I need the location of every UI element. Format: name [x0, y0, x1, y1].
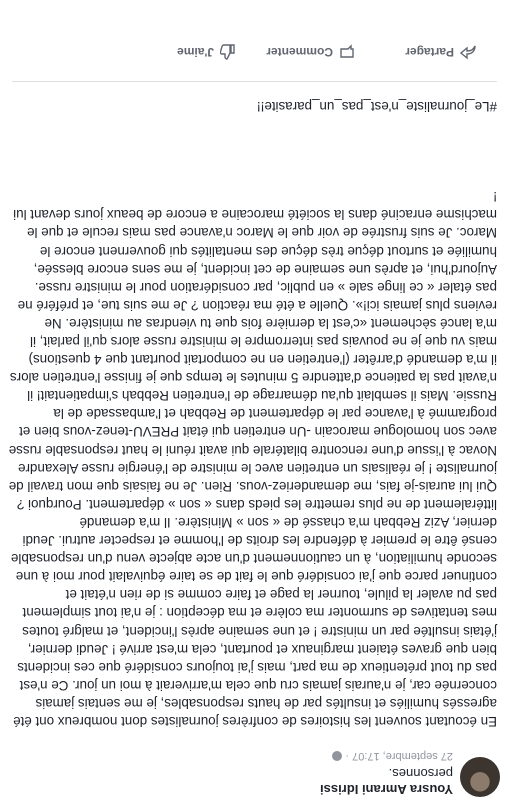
post-meta [332, 750, 453, 762]
like-button[interactable] [177, 44, 236, 60]
comment-label: Commenter [266, 45, 333, 59]
thumbs-up-icon [220, 44, 236, 60]
share-label: Partager [405, 45, 454, 59]
post-body: En écoutant souvent les histoires de confrères journalistes dont nombreux ont été agressés humiliés et insultés par de hauts responsables, je me sentais jamais concernée car, je n'aurais jamais cru que cela m'arriverait à moi un jour. Ce n'est pas du tout prétentieux de ma part, mais j'ai toujours considéré que ces incidents bien que graves étaient marginaux et pourtant, cela m'est arrivé ! Jeudi dernier, j'étais insultée par un ministre ! et une semaine après l'incident, et malgré toutes mes tentatives de surmonter ma colère et ma déception : je n'ai tout simplement pas pu avaler la pilule, tourner la page et faire comme si de rien n'était et continuer parce que j'ai considéré que le fait de se taire équivalait pour moi à une seconde humiliation, à un cautionnement d'un acte abjecte venu d'un responsable censé être le premier à défendre les droits de l'homme et respecter autrui. Jeudi dernier, Aziz Rebbah m'a chassé de « son » Ministère. Il m'a demandé littéralement de ne plus remettre les pieds dans « son » département. Pourquoi ? Qui lui aurais-je fais, me demanderiez-vous. Rien. Je ne faisais que mon travail de journaliste ! je réalisais un entretien avec le ministre de l'énergie russe Alexandre Novac à l'issue d'une rencontre bilatérale qui avait réuni le haut responsable russe avec son homologue marocain -Un entretien qui était PREVU-tenez-vous bien et programmé à l'avance par le département de Rebbah et l'ambassade de la Russie. Mais il semblait qu'au démarrage de l'entretien Rebbah s'impatientait! il n'avait pas la patience d'attendre 5 minutes le temps que je finisse l'entretien alors il m'a demandé d'arrêter (l'entretien en ne comportait pourtant que 4 questions) mais vu que je ne pouvais pas interrompre le ministre russe alors qu'il parlait, il m'a lancé sèchement «c'est la dernière fois que tu viendras au ministère. Ne reviens plus jamais ici!». Quelle a été ma réaction ? Je me suis tue, et préféré ne pas étaler « ce linge sale » en public, par considération pour le ministre russe. Aujourd'hui, et après une semaine de cet incident, je me sens encore blessée, humiliée et surtout déçue très déçue des mentalités qui gouvernent encore le Maroc. Je suis frustrée de voir que le Maroc n'avance pas mais recule et que le machisme enraciné dans la société marocaine a encore de beaux jours devant lui ! [8, 189, 497, 729]
share-icon [460, 44, 476, 60]
globe-icon [332, 751, 342, 761]
share-button[interactable] [405, 44, 476, 60]
like-label: J'aime [177, 45, 214, 59]
author-name[interactable]: Yousra Amrani Idrissi [320, 782, 453, 797]
action-bar [0, 30, 509, 60]
comment-icon [339, 44, 355, 60]
author-suffix: personnes. [388, 766, 453, 781]
divider [12, 81, 497, 82]
hashtag-link[interactable]: #Le_journaliste_n'est_pas_un_parasite!! [256, 99, 497, 114]
comment-button[interactable] [266, 44, 355, 60]
avatar[interactable] [460, 757, 500, 797]
post-header [0, 747, 509, 807]
author-line [320, 765, 453, 797]
post-timestamp[interactable]: 27 septembre, 17:07 · [345, 750, 453, 762]
